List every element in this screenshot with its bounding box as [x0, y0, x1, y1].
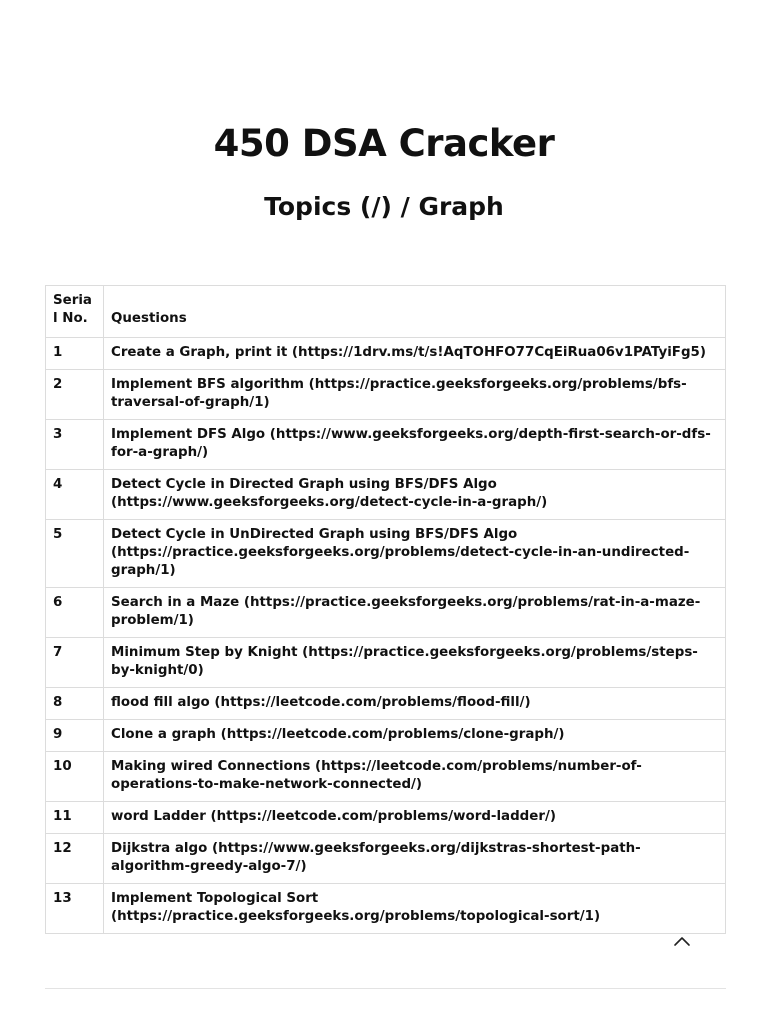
serial-cell: 8 [46, 688, 104, 720]
table-header-row [46, 286, 726, 338]
questions-table [45, 285, 726, 934]
table-row [46, 688, 726, 720]
serial-cell: 5 [46, 520, 104, 588]
table-row [46, 884, 726, 934]
question-link[interactable]: Implement DFS Algo (https://www.geeksforgeeks.org/depth-first-search-or-dfs-for-a-graph/) [104, 420, 726, 470]
question-link[interactable]: Implement Topological Sort (https://practice.geeksforgeeks.org/problems/topological-sort/1) [104, 884, 726, 934]
table-row [46, 802, 726, 834]
table-row [46, 338, 726, 370]
question-link[interactable]: Implement BFS algorithm (https://practice.geeksforgeeks.org/problems/bfs-traversal-of-graph/1) [104, 370, 726, 420]
table-row [46, 834, 726, 884]
question-link[interactable]: Making wired Connections (https://leetcode.com/problems/number-of-operations-to-make-network-connected/) [104, 752, 726, 802]
column-header-serial: Serial No. [46, 286, 104, 338]
table-row [46, 638, 726, 688]
table-row [46, 588, 726, 638]
divider [45, 988, 726, 989]
question-link[interactable]: Minimum Step by Knight (https://practice.geeksforgeeks.org/problems/steps-by-knight/0) [104, 638, 726, 688]
serial-cell: 6 [46, 588, 104, 638]
page-title: 450 DSA Cracker [213, 122, 555, 165]
serial-cell: 3 [46, 420, 104, 470]
breadcrumb: Topics (/) / Graph [264, 192, 504, 221]
column-header-questions: Questions [104, 286, 726, 338]
serial-cell: 9 [46, 720, 104, 752]
question-link[interactable]: Clone a graph (https://leetcode.com/problems/clone-graph/) [104, 720, 726, 752]
serial-cell: 11 [46, 802, 104, 834]
serial-cell: 10 [46, 752, 104, 802]
serial-cell: 7 [46, 638, 104, 688]
scroll-to-top-button[interactable] [672, 933, 692, 947]
question-link[interactable]: Dijkstra algo (https://www.geeksforgeeks.org/dijkstras-shortest-path-algorithm-greedy-algo-7/) [104, 834, 726, 884]
question-link[interactable]: Create a Graph, print it (https://1drv.ms/t/s!AqTOHFO77CqEiRua06v1PATyiFg5) [104, 338, 726, 370]
serial-cell: 13 [46, 884, 104, 934]
question-link[interactable]: Detect Cycle in Directed Graph using BFS/DFS Algo (https://www.geeksforgeeks.org/detect-cycle-in-a-graph/) [104, 470, 726, 520]
table-row [46, 752, 726, 802]
table-row [46, 470, 726, 520]
table-row [46, 420, 726, 470]
serial-cell: 4 [46, 470, 104, 520]
table-row [46, 370, 726, 420]
serial-cell: 2 [46, 370, 104, 420]
table-row [46, 520, 726, 588]
serial-cell: 1 [46, 338, 104, 370]
question-link[interactable]: Detect Cycle in UnDirected Graph using BFS/DFS Algo (https://practice.geeksforgeeks.org/problems/detect-cycle-in-an-undirected-graph/1) [104, 520, 726, 588]
question-link[interactable]: word Ladder (https://leetcode.com/problems/word-ladder/) [104, 802, 726, 834]
question-link[interactable]: Search in a Maze (https://practice.geeksforgeeks.org/problems/rat-in-a-maze-problem/1) [104, 588, 726, 638]
chevron-up-icon [672, 934, 692, 948]
serial-cell: 12 [46, 834, 104, 884]
table-row [46, 720, 726, 752]
question-link[interactable]: flood fill algo (https://leetcode.com/problems/flood-fill/) [104, 688, 726, 720]
